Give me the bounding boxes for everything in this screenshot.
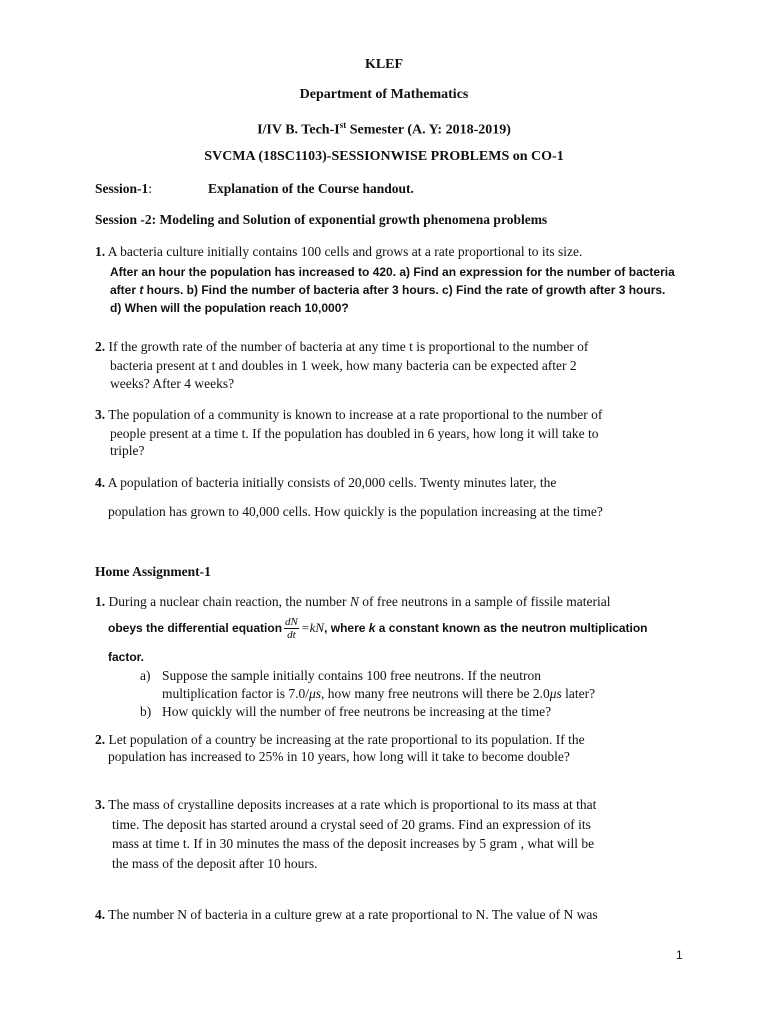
home-problem-1-equation-line: obeys the differential equation $\frac{dN}{dt}$ =kN, where k a constant known as the neutron multiplication — [108, 616, 648, 642]
home-problem-3-line3: mass at time t. If in 30 minutes the mass of the deposit increases by 5 gram , what will be — [112, 836, 595, 851]
problem-number: 2. — [95, 732, 106, 747]
problem-number: 1. — [95, 244, 106, 259]
department: Department of Mathematics — [299, 87, 469, 102]
problem-number: 4. — [95, 475, 106, 490]
home-problem-1-line3: factor. — [108, 650, 145, 664]
problem-1-line4: d) When will the population reach 10,000? — [110, 301, 349, 315]
institution: KLEF — [364, 57, 404, 72]
home-problem-3-line4: the mass of the deposit after 10 hours. — [112, 856, 318, 871]
problem-3-line3: triple? — [110, 443, 145, 458]
home-problem-2-line2: population has increased to 25% in 10 years, how long will it take to become double? — [108, 749, 570, 764]
problem-1: 1. A bacteria culture initially contains 100 cells and grows at a rate proportional to its size. — [95, 244, 583, 259]
problem-3: 3. The population of a community is known to increase at a rate proportional to the number of — [95, 407, 603, 422]
problem-1-line3: after t hours. b) Find the number of bacteria after 3 hours. c) Find the rate of growth after 3 hours. — [110, 283, 666, 297]
course-prefix: I/IV B. Tech-I — [257, 122, 340, 138]
problem-2: 2. If the growth rate of the number of bacteria at any time t is proportional to the number of — [95, 339, 589, 354]
course-line — [0, 116, 768, 140]
problem-2-line3: weeks? After 4 weeks? — [110, 376, 235, 391]
subitem-a-line1: Suppose the sample initially contains 100 free neutrons. If the neutron — [162, 668, 542, 683]
home-assignment-title: Home Assignment-1 — [95, 564, 211, 579]
subitem-b-line1: How quickly will the number of free neutrons be increasing at the time? — [162, 704, 552, 719]
problem-number: 1. — [95, 594, 106, 609]
home-problem-3-line2: time. The deposit has started around a crystal seed of 20 grams. Find an expression of its — [112, 817, 591, 832]
home-problem-1: 1. During a nuclear chain reaction, the number N of free neutrons in a sample of fissile material — [95, 594, 611, 609]
course-sup: st — [339, 120, 347, 130]
problem-number: 4. — [95, 907, 106, 922]
problem-4-line2: population has grown to 40,000 cells. How quickly is the population increasing at the time? — [108, 504, 603, 519]
problem-number: 3. — [95, 797, 106, 812]
subitem-a-label: a) — [140, 668, 151, 683]
home-problem-2: 2. Let population of a country be increasing at the rate proportional to its population. If the — [95, 732, 585, 747]
problem-number: 3. — [95, 407, 106, 422]
home-problem-4: 4. The number N of bacteria in a culture grew at a rate proportional to N. The value of N was — [95, 907, 598, 922]
derivative-fraction: $\frac{dN}{dt}$ — [285, 616, 298, 642]
subject-title: SVCMA (18SC1103)-SESSIONWISE PROBLEMS on CO-1 — [204, 149, 564, 164]
page-number: 1 — [676, 948, 683, 962]
problem-4: 4. A population of bacteria initially consists of 20,000 cells. Twenty minutes later, the — [95, 475, 557, 490]
subitem-b-label: b) — [140, 704, 152, 719]
session1-label: Session-1: — [95, 181, 153, 196]
session1-title: Explanation of the Course handout. — [208, 181, 414, 196]
problem-1-line2: After an hour the population has increased to 420. a) Find an expression for the number of bacteria — [110, 265, 675, 279]
home-problem-3: 3. The mass of crystalline deposits increases at a rate which is proportional to its mass at that — [95, 797, 597, 812]
session2-title: Session -2: Modeling and Solution of exponential growth phenomena problems — [95, 212, 548, 227]
subitem-a-line2: multiplication factor is 7.0/μs, how many free neutrons will there be 2.0μs later? — [162, 686, 596, 701]
problem-3-line2: people present at a time t. If the population has doubled in 6 years, how long it will take to — [110, 426, 599, 441]
problem-2-line2: bacteria present at t and doubles in 1 week, how many bacteria can be expected after 2 — [110, 358, 577, 373]
course-suffix: Semester (A. Y: 2018-2019) — [346, 122, 511, 138]
problem-number: 2. — [95, 339, 106, 354]
